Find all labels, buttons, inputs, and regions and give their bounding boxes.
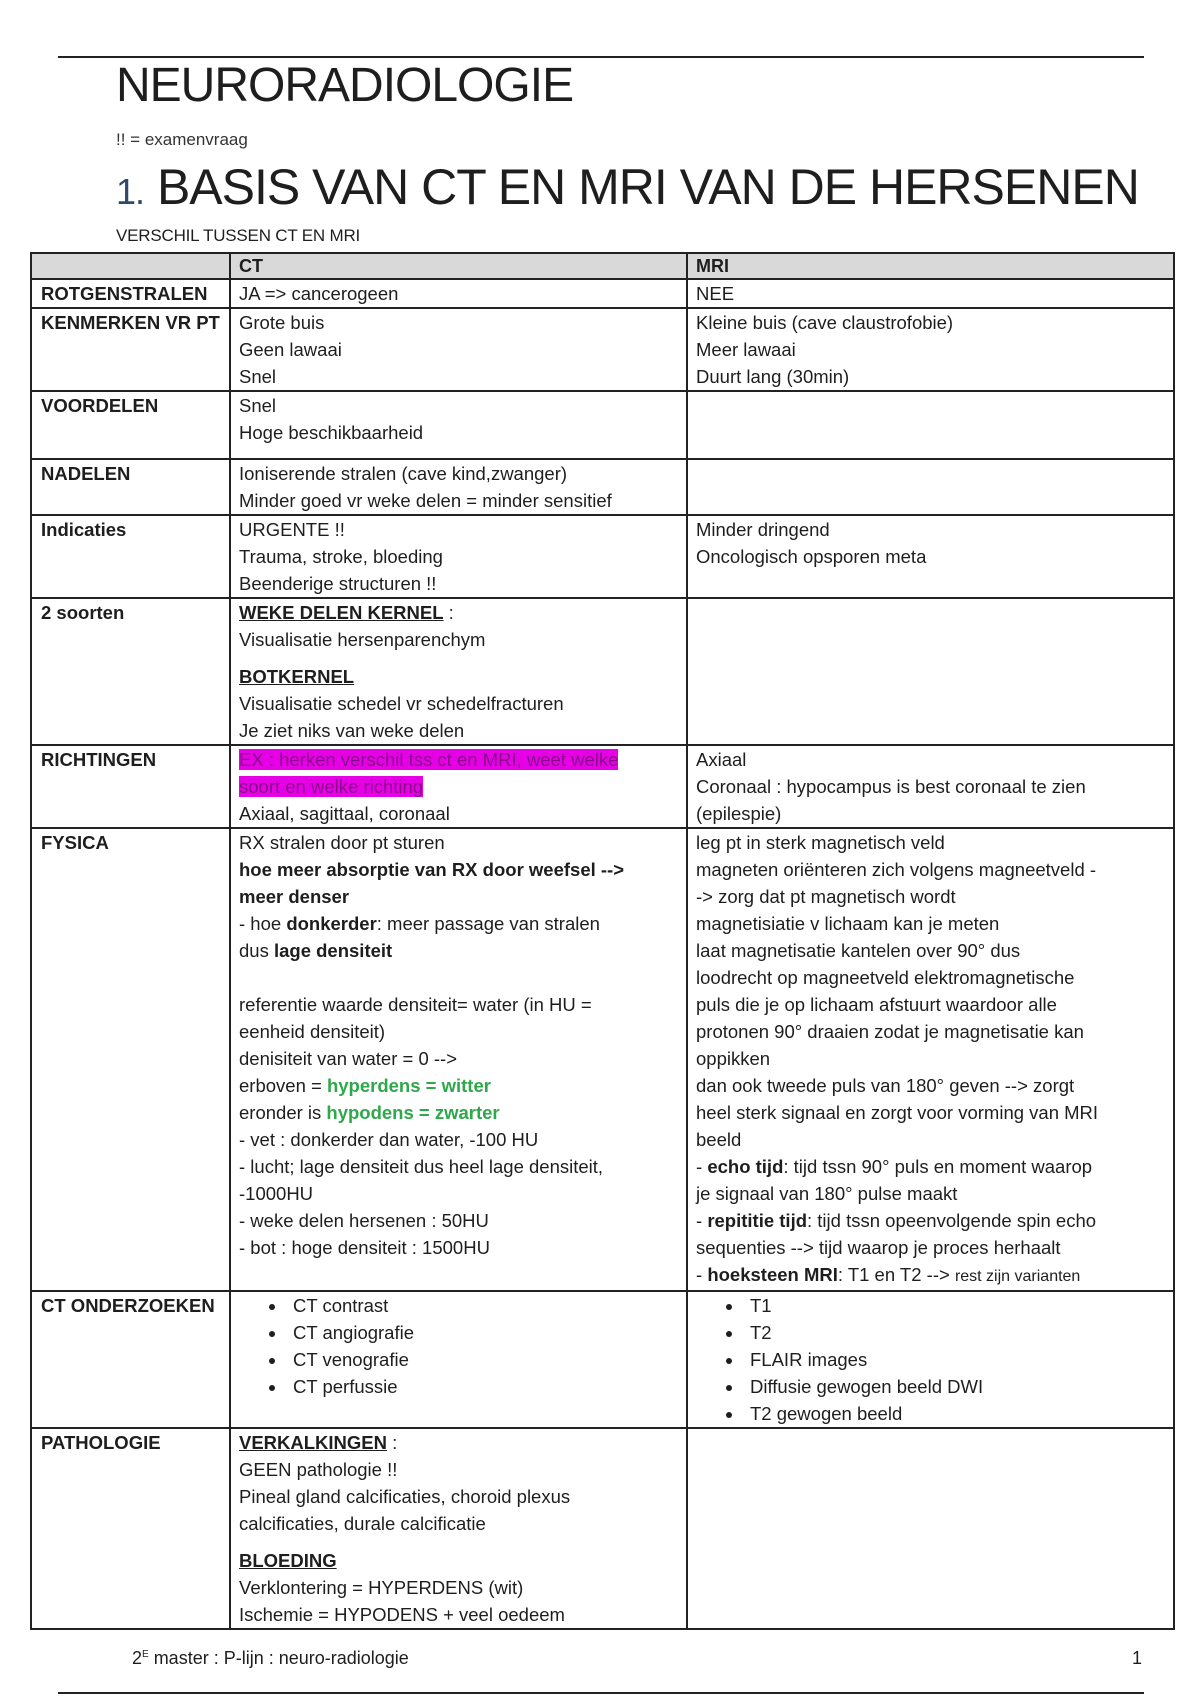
cell-line: Minder goed vr weke delen = minder sensitief (239, 490, 612, 511)
bold-term: repititie tijd (707, 1210, 808, 1231)
list-item: • CT contrast (287, 1292, 678, 1319)
row-label: NADELEN (31, 459, 230, 515)
row-label: 2 soorten (31, 598, 230, 745)
ct-cell (230, 1428, 687, 1629)
table-row (31, 828, 1174, 1291)
ct-cell (230, 598, 687, 745)
cell-line: calcificaties, durale calcificatie (239, 1513, 486, 1534)
table-row (31, 745, 1174, 828)
cell-line: je signaal van 180° pulse maakt (696, 1183, 958, 1204)
row-label: FYSICA (31, 828, 230, 1291)
section-heading-text: BASIS VAN CT EN MRI VAN DE HERSENEN (156, 159, 1139, 215)
document-title: NEURORADIOLOGIE (116, 59, 574, 112)
cell-line: - vet : donkerder dan water, -100 HU (239, 1129, 539, 1150)
list-item: • CT venografie (287, 1346, 678, 1373)
footer-prefix: 2 (132, 1648, 143, 1668)
spacer (239, 964, 678, 991)
list-item: • T1 (744, 1292, 1165, 1319)
hypodens-term: hypodens = zwarter (326, 1102, 500, 1123)
top-rule (58, 56, 1144, 58)
mri-cell (687, 745, 1174, 828)
cell-line: sequenties --> tijd waarop je proces herhaalt (696, 1237, 1061, 1258)
table-caption: VERSCHIL TUSSEN CT EN MRI (116, 226, 361, 245)
table-row (31, 1428, 1174, 1629)
section-number: 1. (116, 171, 145, 212)
cell-line: Coronaal : hypocampus is best coronaal te zien (696, 776, 1086, 797)
bold-term: echo tijd (707, 1156, 784, 1177)
cell-line: - weke delen hersenen : 50HU (239, 1210, 489, 1231)
spacer (239, 1537, 678, 1547)
text-part: dus (239, 940, 274, 961)
cell-line: magneten oriënteren zich volgens magneetveld - (696, 859, 1097, 880)
text-part: - hoe (239, 913, 287, 934)
table-row (31, 308, 1174, 391)
cell-line: denisiteit van water = 0 --> (239, 1048, 457, 1069)
cell-line: Ischemie = HYPODENS + veel oedeem (239, 1604, 565, 1625)
cell-line: laat magnetisatie kantelen over 90° dus (696, 940, 1021, 961)
mri-cell (687, 391, 1174, 459)
cell-line: Snel (239, 395, 277, 416)
cell-line: Verklontering = HYPERDENS (wit) (239, 1577, 524, 1598)
table-row (31, 459, 1174, 515)
cell-line: dan ook tweede puls van 180° geven --> zorgt (696, 1075, 1075, 1096)
weke-delen-title: WEKE DELEN KERNEL (239, 602, 444, 623)
text-part: - (696, 1264, 708, 1285)
verkalkingen-title: VERKALKINGEN (239, 1432, 388, 1453)
ct-exam-list (239, 1292, 678, 1400)
cell-line: eenheid densiteit) (239, 1021, 386, 1042)
comparison-table (30, 252, 1175, 1630)
text-part: : tijd tssn 90° puls en moment waarop (783, 1156, 1093, 1177)
cell-line: Grote buis (239, 312, 325, 333)
footer-superscript: E (142, 1649, 149, 1660)
row-label: PATHOLOGIE (31, 1428, 230, 1629)
footer-course: master : P-lijn : neuro-radiologie (148, 1648, 409, 1668)
cell-line: Duurt lang (30min) (696, 366, 850, 387)
mri-cell (687, 598, 1174, 745)
cell-line: Visualisatie hersenparenchym (239, 629, 486, 650)
header-mri: MRI (687, 253, 1174, 279)
cell-line: Meer lawaai (696, 339, 796, 360)
cell-line: referentie waarde densiteit= water (in HU = (239, 994, 592, 1015)
table-row (31, 598, 1174, 745)
cell-line (239, 1072, 678, 1099)
text-part: - (696, 1210, 708, 1231)
bloeding-title: BLOEDING (239, 1550, 337, 1571)
table-row (31, 1291, 1174, 1428)
cell-line: Hoge beschikbaarheid (239, 422, 424, 443)
spacer (239, 653, 678, 663)
table-row (31, 279, 1174, 308)
cell-line (239, 1099, 678, 1126)
ct-cell (230, 745, 687, 828)
cell-line: (epilespie) (696, 803, 782, 824)
list-item: • T2 gewogen beeld (744, 1400, 1165, 1427)
cell-line: Minder dringend (696, 519, 830, 540)
cell-line (239, 937, 678, 964)
text-part: - (696, 1156, 708, 1177)
row-label: VOORDELEN (31, 391, 230, 459)
cell-line: heel sterk signaal en zorgt voor vorming van MRI (696, 1102, 1099, 1123)
list-item: • CT angiografie (287, 1319, 678, 1346)
cell-line: - lucht; lage densiteit dus heel lage densiteit, (239, 1156, 604, 1177)
cell-line: magnetisiatie v lichaam kan je meten (696, 913, 1000, 934)
colon: : (443, 602, 454, 623)
cell-line: Axiaal, sagittaal, coronaal (239, 803, 450, 824)
cell-line: Kleine buis (cave claustrofobie) (696, 312, 954, 333)
cell-line: Visualisatie schedel vr schedelfracturen (239, 693, 564, 714)
cell-line (239, 910, 678, 937)
mri-exam-list (696, 1292, 1165, 1427)
page-number: 1 (1132, 1648, 1143, 1668)
header-ct: CT (230, 253, 687, 279)
exam-highlight: soort en welke richting (239, 776, 424, 797)
text-part: : tijd tssn opeenvolgende spin echo (807, 1210, 1097, 1231)
mri-cell (687, 1428, 1174, 1629)
botkernel-title: BOTKERNEL (239, 666, 355, 687)
cell-line (696, 1153, 1165, 1180)
row-label: ROTGENSTRALEN (31, 279, 230, 308)
ct-cell (230, 828, 687, 1291)
bottom-rule (58, 1692, 1144, 1694)
small-note: rest zijn varianten (954, 1268, 1081, 1285)
list-item: • FLAIR images (744, 1346, 1165, 1373)
bold-term: hoeksteen MRI (707, 1264, 838, 1285)
cell-line: -1000HU (239, 1183, 314, 1204)
cell-line: leg pt in sterk magnetisch veld (696, 832, 945, 853)
cell-line (239, 746, 678, 773)
cell-line: puls die je op lichaam afstuurt waardoor alle (696, 994, 1057, 1015)
cell-line: Snel (239, 366, 277, 387)
cell-line: hoe meer absorptie van RX door weefsel --> (239, 859, 625, 880)
cell-line: URGENTE !! (239, 519, 345, 540)
mri-cell (687, 459, 1174, 515)
cell-line (696, 1207, 1165, 1234)
cell-line: beeld (696, 1129, 742, 1150)
colon: : (387, 1432, 398, 1453)
ct-cell (230, 391, 687, 459)
table-row (31, 515, 1174, 598)
text-part: eronder is (239, 1102, 327, 1123)
row-label: KENMERKEN VR PT (31, 308, 230, 391)
cell-line: protonen 90° draaien zodat je magnetisatie kan (696, 1021, 1084, 1042)
cell-line: Je ziet niks van weke delen (239, 720, 465, 741)
cell-line (239, 599, 678, 626)
ct-cell: JA => cancerogeen (230, 279, 687, 308)
section-heading (116, 160, 1139, 215)
cell-line: loodrecht op magneetveld elektromagnetische (696, 967, 1075, 988)
mri-cell (687, 1291, 1174, 1428)
text-part: erboven = (239, 1075, 327, 1096)
text-part: : meer passage van stralen (376, 913, 600, 934)
mri-cell (687, 828, 1174, 1291)
list-item: • CT perfussie (287, 1373, 678, 1400)
cell-line: RX stralen door pt sturen (239, 832, 445, 853)
hyperdens-term: hyperdens = witter (326, 1075, 491, 1096)
cell-line: - bot : hoge densiteit : 1500HU (239, 1237, 490, 1258)
cell-line: Beenderige structuren !! (239, 573, 437, 594)
cell-line (239, 773, 678, 800)
legend-note: !! = examenvraag (116, 130, 248, 149)
mri-cell: NEE (687, 279, 1174, 308)
exam-highlight: EX : herken verschil tss ct en MRI, weet welke (239, 749, 619, 770)
ct-cell (230, 515, 687, 598)
cell-line: Geen lawaai (239, 339, 342, 360)
row-label: Indicaties (31, 515, 230, 598)
mri-cell (687, 515, 1174, 598)
bold-term: donkerder (286, 913, 377, 934)
bold-term: lage densiteit (273, 940, 393, 961)
cell-line: Axiaal (696, 749, 747, 770)
ct-cell (230, 459, 687, 515)
cell-line: Pineal gland calcificaties, choroid plexus (239, 1486, 571, 1507)
cell-line: Ioniserende stralen (cave kind,zwanger) (239, 463, 568, 484)
list-item: • Diffusie gewogen beeld DWI (744, 1373, 1165, 1400)
ct-cell (230, 308, 687, 391)
cell-line: oppikken (696, 1048, 771, 1069)
cell-line: meer denser (239, 886, 350, 907)
ct-cell (230, 1291, 687, 1428)
cell-line: Trauma, stroke, bloeding (239, 546, 443, 567)
header-empty (31, 253, 230, 279)
cell-line (696, 1261, 1165, 1290)
table-row (31, 391, 1174, 459)
cell-line: -> zorg dat pt magnetisch wordt (696, 886, 956, 907)
cell-line: Oncologisch opsporen meta (696, 546, 927, 567)
list-item: • T2 (744, 1319, 1165, 1346)
mri-cell (687, 308, 1174, 391)
cell-line (239, 1429, 678, 1456)
text-part: : T1 en T2 --> (837, 1264, 955, 1285)
table-header-row (31, 253, 1174, 279)
row-label: RICHTINGEN (31, 745, 230, 828)
row-label: CT ONDERZOEKEN (31, 1291, 230, 1428)
cell-line: GEEN pathologie !! (239, 1459, 398, 1480)
footer-text (132, 1648, 409, 1669)
